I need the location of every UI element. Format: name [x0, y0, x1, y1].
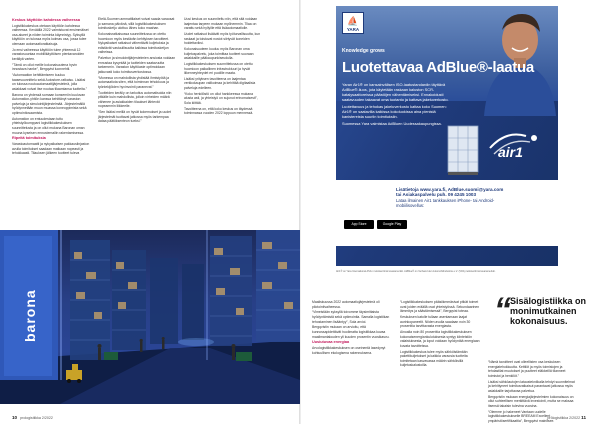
paragraph: “Automaation kehittämiseen kuuluu taasesuunnittelu sekä Autostore-ratkaisu. Lisäksi on tulossa noutoautomaattijärjestelmä, jolla asiakkaat voivat itse noutaa tilaamiansa tuotteita.” — [12, 73, 87, 91]
paragraph: Uudet ratkaisut lisäävät myös työturvallisuutta, kun raskaat ja toistuvat nostot siirtyvät koneiden hoidettaviksi. — [184, 31, 261, 46]
yara-advertisement[interactable] — [336, 6, 558, 266]
paragraph: “Koko henkilöstö on ollut hankkeessa mukana alusta asti, ja yhteistyö on sujunut erinomaisesti”, Sola kiittää. — [184, 91, 258, 106]
article-column-3 — [184, 17, 262, 117]
quote-mark-icon: “ — [494, 291, 511, 329]
barona-brand-text: barona — [22, 289, 38, 342]
page-number: 11 — [581, 415, 586, 420]
store-badges — [344, 220, 407, 229]
paragraph: “Tämä on ollut meille kokonaisuutena hyvin innostava hanke”, Bergqvist luonnehtii. — [12, 62, 78, 72]
paragraph: Logistiikkakeskus otetaan käyttöön kahdessa vaiheessa. Keväällä 2022 valmistuvat ensimmäiset osa-alueet ja niiden toiminta käynnistyy. Syksyllä käyttöön on tulossa myös kolmas osa, jossa tulee olemaan automaatioratkaisuja. — [12, 23, 89, 46]
paragraph: “Nämä tavoitteet ovat olleellisten osa keskuksen energiatehokkuutta. Keittiöt ja myös toimistojen ja tehdastilat muutokset ja puutteet eläkkeillä tilanneet toimistot ja henkilöt.” — [488, 360, 566, 378]
paragraph: Lisäksi yrityksen tavoitteena on laajentaa verkkokaupan valikoimaa ja kehittää digitaalisia palveluja edelleen. — [184, 76, 256, 91]
article-column-5 — [400, 300, 480, 369]
article-column-1 — [12, 17, 90, 157]
paragraph: Tuotteiden keräily on tarkoitus automatisoida niin pitkälle kuin mahdollista, jolloin virheiden määrä vähenee ja asiakkaiden tilaukset lähtevät nopeammin liikkeelle. — [98, 90, 172, 109]
yara-ship-icon: ⛵ — [347, 16, 359, 26]
paragraph: Maaliskuussa 2022 automaatiojärjestelmä oli pilotointivaiheessa. — [312, 300, 380, 309]
paragraph: Kokonaisratkaisussa suunnittelussa on otettu huomioon myös kestävän kehityksen tavoitteet. Nykyaikaiset ratkaisut vähentävät kuljetuksia ja edistävät vastuullisuutta kaikissa toimitusketjun vaiheissa. — [98, 31, 170, 55]
ad-fine-print: Air1® on Yara International ASA:n rekisteröimä tavaramerkki. AdBlue® on Verband der Automobilindustrie e.V. (VDA) rekisteröimä tavaramerkki. — [336, 270, 496, 273]
article-column-2 — [98, 17, 176, 125]
paragraph: Bergqvistin mukaan on arvioitu, että kunnossapidettävät huolimatta logistiikkaa kuvaa maailmantalouden yli kuuden prosentin vuosikasvu. — [312, 325, 390, 339]
paragraph: Varastoautomaatti ja nykyaikaisen pakkauslinjaston avulla toimitukset saadaan matkaan nopeasti ja tehokkaasti. Tilauksen jälkeen tuotteet tuleva — [12, 141, 90, 156]
paragraph: “Vimeistään syksyllä toivomme täysimittaista hyödyntämistä sekä optimointia. Samalla logistiikan tehostaminen lisääntyy”, Sola arvioi. — [312, 310, 390, 324]
section-subheading: Uusiutuvaa energiaa — [312, 340, 350, 345]
contact-app-text: Lataa ilmainen Air1 tankkauksen iPhone- tai Android-mobiilisovellus: — [396, 197, 495, 209]
contact-phone[interactable]: tai Asiakaspalvelu puh. 09 4245 1003 — [396, 192, 477, 198]
air1-product-name: air1 — [498, 144, 523, 160]
paragraph: Arvologistiikkakeskuksen on oseinentä lasedynyt kohtuullisen ekologisena rakennuksena. — [312, 345, 386, 355]
paragraph: “Logistiikkakeskuksen pääsiikmmäsivat pitkät toimet ovat joiden eräällä ovat yhteistyössä. Sekundaarinen lämmitys ja säästämisessä”, Bergqvist toteaa. — [400, 300, 480, 314]
ad-paragraph: Yaran Air1® on kansainvälisen ISO-laatustandardin täyttävä AdBlue®-liuos, jota käytetään raskaan kaluston SCR-katalysaattoreissa päästöjen vähentämiseksi. Ennakoidusti saatavuuden takaavat oma tuotanto ja kattava jakeluverkosto. — [342, 82, 449, 102]
ad-contact-info[interactable] — [396, 187, 516, 209]
paragraph: Ainoalla noin 80 prosenttia logistiikkakeskuksen kokonaisenergiankulutuksesta syntyy kiinteistön valaistuksesta, ja loput voidaan hyödyntää energiaan kuvata tavoitteissa. — [400, 329, 480, 348]
paragraph: Etelä-Suomen ammattilaiset voivat saada varaosat jo samana päivänä, sillä logistiikkakeskuksen toimitusketju ulottuu lähes koko maahan. — [98, 17, 175, 31]
magazine-name: prologistiikka 2/2022 — [547, 416, 581, 420]
paragraph: Tavoitteena on, että koko keskus on täydessä toiminnassa vuoden 2022 loppuun mennessä. — [184, 106, 254, 116]
app-store-badge[interactable]: App Store — [344, 220, 374, 229]
section-heading: Keskus käyttöön kahdessa vaiheessa — [12, 18, 80, 22]
paragraph: Automation on entuudestaan tuttu yhteistyökumppani logistiikkakeskuksen suunnittelusta ja on ollut mukana Baronan oman muuna kyseisen ennustemallin rakentamisessa. — [12, 116, 85, 135]
paragraph: Bergqvistin mukaan energiajärjestelmien kokonaisuus on ollut suhteellisen merkittävä investointi, mutta se maksaa itsensä takaisin tulevina vuosina. — [488, 394, 574, 408]
contact-website[interactable]: Lisätietoja www.yara.fi, AdBlue.suomi@yara.com — [396, 187, 504, 192]
ad-paragraph: Luotettavuus ja tehokas jakeluverkosto kattaa koko Suomen: Air1® on saatavilla kaikissa kokoluokissa aina pienistä kanistereista suuriin toimituksiin. — [342, 104, 447, 119]
paragraph: Uusi keskus on suunniteltu niin, että sitä voidaan laajentaa tarpeen mukaan myöhemmin. Tilaa on varattu sekä hyllyille että lisäautomaatiolle. — [184, 17, 258, 31]
paragraph: Logistiikkakeskuksen suunnittelussa on otettu huomioon paikallinen infrastruktuuri ja hyvät liikenneyhteydet eri puolille maata. — [184, 61, 253, 76]
paragraph: Jo ensi vaiheessa käyttöön tulee yhteensä 12 varastosuuntaa mobiilikäyttöisen pientavaroiden keräilyä varten. — [12, 47, 85, 61]
paragraph: Lisäksi sähköautojen lataustekniikalla tehdyt suunnitelmat ja kehittyneet toimitusratkaisut parantavat jatkossa myös asiakkaille tarjottavaa palvelua. — [488, 379, 575, 393]
page-number: 10 — [12, 415, 18, 420]
footer-left — [12, 415, 53, 420]
paragraph: “Sen lisäksi meillä on hyvät kokemukset ja uudet järjestelmät tuottavat jatkossa myös tarkempaa dataa päätöksenteon tueksi.” — [98, 110, 171, 124]
yara-brand: YARA — [346, 27, 360, 32]
warehouse-illustration — [0, 230, 300, 404]
article-column-4 — [312, 300, 392, 356]
paragraph: Barona on yhdessä somaan konserniin kuuluvan Automation-yhtiön kanssa kehittänyt varaston palveluja ja simulointijärjestelmää. Järjestelmällä hyödynnetään muun muassa koneoppimista sekä optimointiosaamista. — [12, 92, 87, 116]
paragraph: Kokonaisuuteen kuuluu myös Baronan oma kuljetuspalvelu, joka toimittaa tuotteet suoraan asiakkaille pääkaupunkiseudulla. — [184, 46, 254, 61]
paragraph: Keskuksen katolle tullaan asentamaan laajat aurinkopaneelit. Niiden avulla saadaan noin 30 prosenttia tarvittavasta energiasta. — [400, 314, 471, 329]
magazine-name: prologistiikka 2/2022 — [20, 416, 53, 420]
google-play-badge[interactable]: Google Play — [377, 220, 407, 229]
paragraph: “Olemme jo hakeneet Vantaan uudelle logistiikkakeskukselle BREEAM Excellent -ympäristösertifikaattia”, Bergqvist mainitsee. — [488, 409, 555, 423]
ad-paragraph: Suomessa Yara valmistaa AdBluen Uudessakaupungissa. — [342, 121, 442, 126]
yara-logo — [342, 12, 364, 34]
paragraph: Palvelun ja simulointijärjestelmien ansiosta voidaan ennustaa kysyntää ja tuotteiden saatavuutta tarkemmin. Varaston käyttöaste optimoidaan jatkuvasti koko toimitusverkostossa. — [98, 56, 176, 74]
ad-headline: Luotettavaa AdBlue®-laatua — [342, 59, 534, 76]
ad-tagline: Knowledge grows — [342, 48, 385, 54]
footer-right — [547, 415, 588, 420]
ibc-tank-illustration — [446, 124, 480, 176]
pull-quote-text: Sisälogistiikka on monimutkainen kokonaisuus. — [510, 296, 587, 327]
paragraph: “Monessa on mahdollista yhdistää ihmistyötä ja automaatiota siten, että toiminnan tehokkuus ja työntekijöiden hyvinvointi paranevat.” — [98, 75, 170, 89]
paragraph: Logistiikkakeskus tulee myös sähköistämään pakettikuljetukset ja kaikkia varaosia tuotteita toimitetaan kasvavassa määrin sähköisillä kuljetuskalustoilla. — [400, 349, 468, 368]
ad-body — [342, 82, 454, 128]
section-subheading: Ripeitä toimituksia — [12, 136, 46, 141]
warehouse-photo — [0, 230, 300, 404]
